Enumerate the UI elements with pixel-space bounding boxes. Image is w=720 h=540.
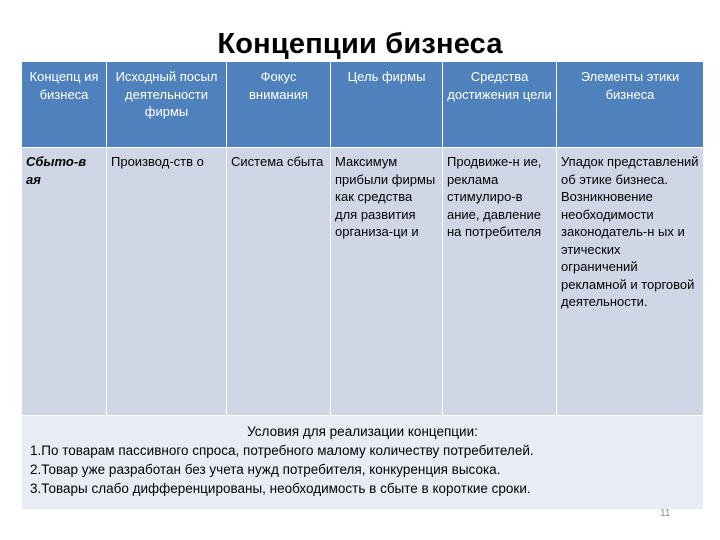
cell-goal: Максимум прибыли фирмы как средства для развития организа-ци и xyxy=(331,148,443,416)
page-number: 11 xyxy=(660,508,671,519)
condition-item: 1.По товарам пассивного спроса, потребного малому количеству потребителей. xyxy=(30,443,534,458)
cell-means: Продвиже-н ие, реклама стимулиро-в ание, давление на потребителя xyxy=(443,148,557,416)
header-goal: Цель фирмы xyxy=(331,62,443,148)
table-header-row xyxy=(22,62,704,148)
header-concept: Концепц ия бизнеса xyxy=(22,62,107,148)
header-initial-premise: Исходный посыл деятельности фирмы xyxy=(107,62,227,148)
table-row xyxy=(22,148,704,416)
cell-ethics: Упадок представлений об этике бизнеса. Возникновение необходимости законодатель-н ых и этических ограничений рекламной и торговой деятельности. xyxy=(557,148,704,416)
conditions-row xyxy=(22,416,704,510)
slide-title: Концепции бизнеса xyxy=(217,28,503,60)
header-ethics: Элементы этики бизнеса xyxy=(557,62,704,148)
conditions-title: Условия для реализации концепции: xyxy=(247,424,478,439)
header-focus: Фокус внимания xyxy=(227,62,331,148)
conditions-cell xyxy=(22,416,704,510)
cell-initial-premise: Производ-ств о xyxy=(107,148,227,416)
concepts-table xyxy=(21,61,704,510)
cell-concept: Сбыто-в ая xyxy=(22,148,107,416)
condition-item: 2.Товар уже разработан без учета нужд потребителя, конкуренция высока. xyxy=(30,462,501,477)
cell-focus: Система сбыта xyxy=(227,148,331,416)
condition-item: 3.Товары слабо дифференцированы, необходимость в сбыте в короткие сроки. xyxy=(30,481,531,496)
header-means: Средства достижения цели xyxy=(443,62,557,148)
